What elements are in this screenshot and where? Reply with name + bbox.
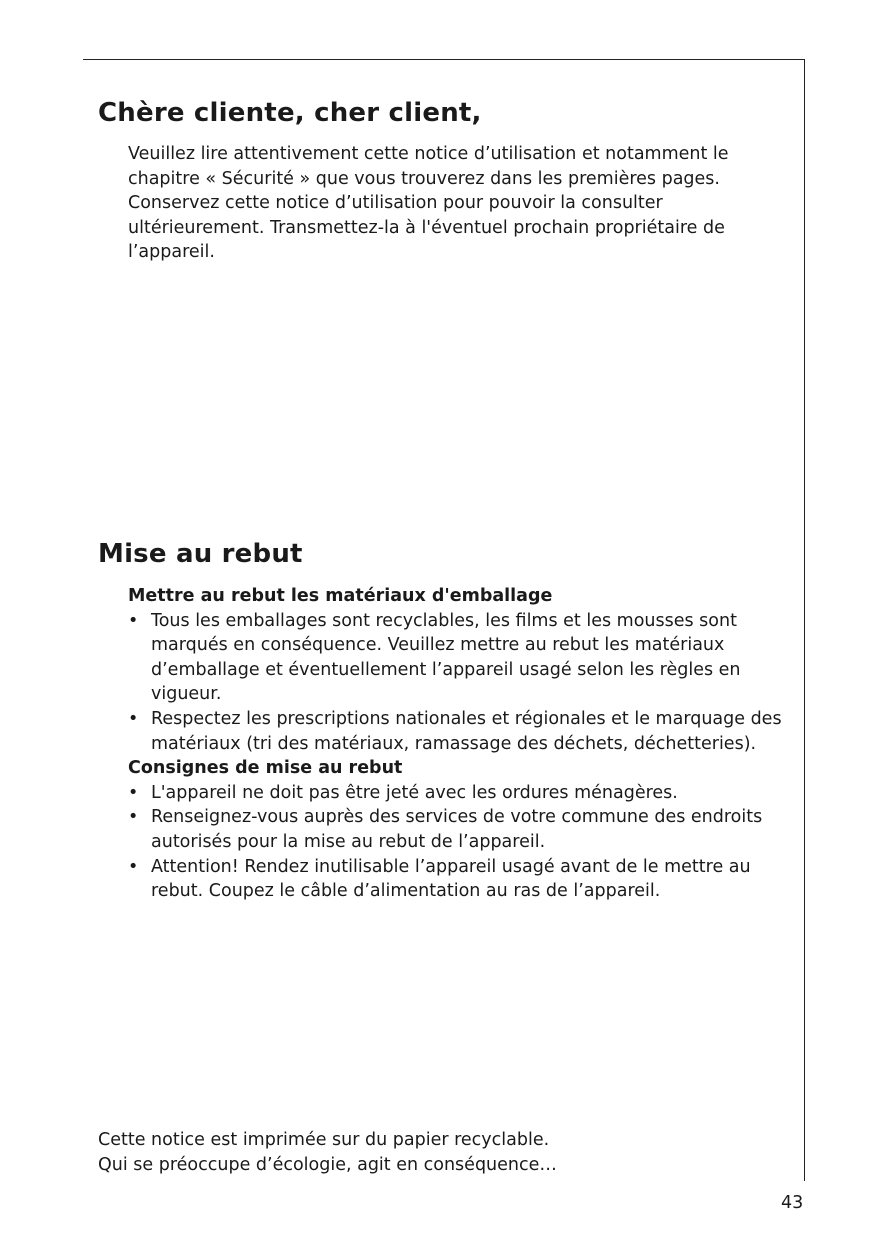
bullet-icon: • — [128, 708, 139, 729]
list-item — [128, 855, 798, 904]
bullet-icon: • — [128, 610, 139, 631]
list-item — [128, 781, 798, 806]
right-rule — [804, 59, 805, 1181]
list-item — [128, 609, 798, 707]
list-item-text: Attention! Rendez inutilisable l’appareil usagé avant de le mettre au rebut. Coupez le câble d’alimentation au ras de l’appareil. — [151, 856, 751, 902]
bullet-icon: • — [128, 807, 139, 828]
footer-line-2: Qui se préoccupe d’écologie, agit en conséquence… — [98, 1155, 557, 1175]
disposal-title: Mise au rebut — [98, 539, 303, 569]
list-item-text: Respectez les prescriptions nationales et régionales et le marquage des matériaux (tri des matériaux, ramassage des déchets, déchetteries). — [151, 708, 782, 754]
top-rule — [83, 59, 805, 60]
intro-title: Chère cliente, cher client, — [98, 98, 482, 128]
list-item-text: Renseignez-vous auprès des services de votre commune des endroits autorisés pour la mise au rebut de l’appareil. — [151, 807, 763, 852]
instructions-list — [128, 781, 798, 904]
instructions-heading: Consignes de mise au rebut — [128, 758, 403, 779]
packaging-heading: Mettre au rebut les matériaux d'emballage — [128, 586, 553, 606]
bullet-icon: • — [128, 782, 139, 803]
list-item-text: L'appareil ne doit pas être jeté avec les ordures ménagères. — [151, 782, 678, 803]
footer-line-1: Cette notice est imprimée sur du papier recyclable. — [98, 1130, 550, 1150]
list-item — [128, 707, 798, 756]
list-item — [128, 805, 798, 854]
footer-note — [98, 1128, 557, 1178]
list-item-text: Tous les emballages sont recyclables, les films et les mousses sont marqués en conséquence. Veuillez mettre au rebut les matériaux d’emballage et éventuellement l’appareil usagé selon les règles en vigueur. — [151, 610, 741, 705]
page-number: 43 — [781, 1193, 804, 1213]
intro-paragraph: Veuillez lire attentivement cette notice d’utilisation et notamment le chapitre « Sécurité » que vous trouverez dans les premières pages. Conservez cette notice d’utilisation pour pouvoir la consulter ultérieurement. Transmettez-la à l'éventuel prochain propriétaire de l’appareil. — [128, 144, 729, 263]
packaging-list — [128, 609, 798, 757]
disposal-section — [128, 584, 798, 904]
bullet-icon: • — [128, 856, 139, 877]
